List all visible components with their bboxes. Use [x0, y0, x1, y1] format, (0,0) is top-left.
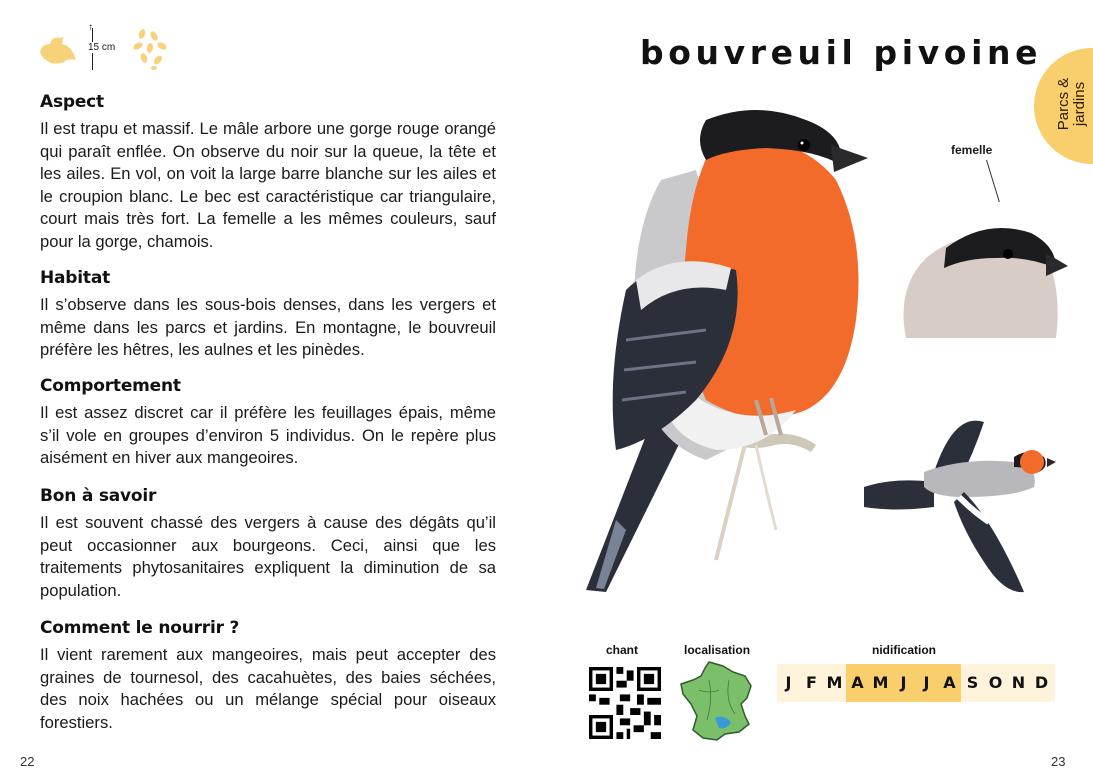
section-text: Il est souvent chassé des vergers à cause des dégâts qu’il peut occasionner aux bourgeons. Ceci, ainsi que les traitements phytosanitaires expliquent la diminution de sa population.: [40, 513, 496, 600]
female-head-illustration: [896, 218, 1071, 343]
size-value: 15 cm: [88, 42, 116, 53]
size-indicator: [38, 22, 188, 72]
section-habitat: [40, 268, 496, 362]
month-cell: M: [826, 673, 843, 692]
section-heading: Comportement: [40, 376, 181, 396]
left-page: [0, 0, 546, 773]
size-measure: [88, 24, 138, 70]
month-cell: S: [966, 673, 979, 692]
section-heading: Habitat: [40, 268, 111, 288]
section-heading: Aspect: [40, 92, 104, 112]
section-comment-le-nourrir: [40, 618, 496, 734]
localisation-label: localisation: [684, 643, 751, 657]
month-cell: J: [892, 664, 915, 702]
seeds-icon: [132, 28, 172, 70]
section-text: Il est assez discret car il préfère les feuillages épais, même s’il vole en groupes d’environ 5 individus. On le repère plus aisément en hiver aux mangeoires.: [40, 403, 496, 468]
month-cell: J: [915, 664, 938, 702]
section-bon-a-savoir: [40, 486, 496, 602]
section-text: Il est trapu et massif. Le mâle arbore une gorge rouge orangé qui paraît enflée. On observe du noir sur la queue, la tête et les ailes. En vol, on voit la large barre blanche sur les ailes et le croupion blanc. Le bec est caractéristique car triangulaire, court mais très fort. La femelle a les mêmes couleurs, sauf pour la gorge, chamois.: [40, 119, 496, 251]
page-number: 23: [1051, 754, 1066, 769]
chant-label: chant: [606, 643, 639, 657]
section-comportement: [40, 376, 496, 470]
female-label: femelle: [951, 143, 993, 157]
arrow-up-icon: ↑: [88, 22, 93, 33]
month-cell: F: [806, 673, 817, 692]
france-map-icon: [679, 660, 759, 742]
female-pointer-line: [986, 160, 1000, 202]
nidification-label: nidification: [872, 643, 936, 657]
habitat-tab-label-box: [1046, 64, 1086, 144]
section-heading: Bon à savoir: [40, 486, 157, 506]
flying-bird-illustration: [864, 412, 1059, 602]
bird-silhouette-icon: [38, 34, 78, 68]
species-title: bouvreuil pivoine: [640, 33, 1043, 72]
month-cell: M: [869, 664, 892, 702]
section-aspect: [40, 92, 496, 254]
habitat-tab-label: Parcs & jardins: [1055, 77, 1088, 131]
nidification-calendar: [777, 664, 1055, 702]
section-text: Il vient rarement aux mangeoires, mais peut accepter des graines de tournesol, des cacahuètes, des baies séchées, des noix hachées ou un mélange spécial pour oiseaux forestiers.: [40, 645, 496, 732]
section-heading: Comment le nourrir ?: [40, 618, 240, 638]
section-text: Il s’observe dans les sous-bois denses, dans les vergers et même dans les parcs et jardins. En montagne, le bouvreuil préfère les hêtres, les aulnes et les pinèdes.: [40, 295, 496, 360]
month-cell: A: [846, 664, 869, 702]
page-number: 22: [20, 754, 35, 769]
month-cell: A: [938, 664, 961, 702]
month-cell: O: [988, 673, 1003, 692]
month-cell: D: [1034, 673, 1049, 692]
month-cell: J: [785, 673, 792, 692]
qr-code-icon[interactable]: [589, 667, 661, 739]
month-cell: N: [1011, 673, 1026, 692]
male-bird-illustration: [566, 100, 906, 600]
right-page: [546, 0, 1093, 773]
